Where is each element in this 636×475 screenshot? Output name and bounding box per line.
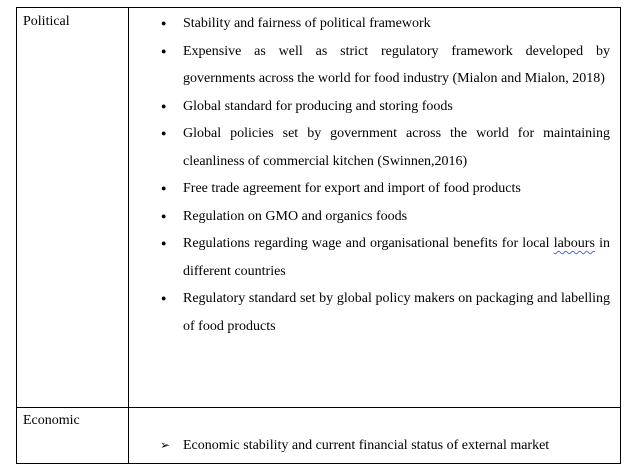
filled-circle-bullet-icon: ● (161, 183, 167, 193)
list-item (129, 175, 610, 203)
filled-circle-bullet-icon: ● (161, 18, 167, 28)
political-point-list (129, 8, 620, 340)
political-row (17, 8, 621, 408)
economic-factor-cell (17, 408, 129, 464)
spellcheck-flagged-word[interactable]: labours (553, 236, 595, 251)
list-item (129, 38, 610, 93)
political-factor-cell (17, 8, 129, 408)
point-text: Economic stability and current financial status of external market (183, 438, 550, 453)
political-points-cell (129, 8, 621, 408)
point-text: Regulation on GMO and organics foods (183, 208, 408, 224)
list-item (129, 432, 610, 460)
filled-circle-bullet-icon: ● (161, 238, 167, 248)
filled-circle-bullet-icon: ● (161, 210, 167, 221)
list-item (129, 285, 610, 340)
point-text: Stability and fairness of political framework (183, 16, 431, 31)
economic-point-list (129, 408, 620, 460)
filled-circle-bullet-icon: ● (161, 100, 167, 111)
economic-points-cell (129, 408, 621, 464)
pest-analysis-table (16, 7, 621, 464)
point-text (183, 236, 610, 279)
point-text-start: Regulations regarding wage and organisational benefits for local (183, 236, 554, 251)
list-item (129, 10, 610, 38)
point-text: Global standard for producing and storing foods (183, 98, 453, 114)
economic-row (17, 408, 621, 464)
point-text-end: in different countries (183, 236, 611, 279)
filled-circle-bullet-icon: ● (161, 45, 167, 56)
point-text: Expensive as well as strict regulatory framework developed by governments across the world for food industry (Mialon and Mialon, 2018) (183, 43, 610, 86)
list-item (129, 230, 610, 285)
list-item (129, 203, 610, 231)
arrow-bullet-icon: ➢ (160, 438, 171, 452)
political-label: Political (23, 14, 70, 29)
point-text: Regulatory standard set by global policy makers on packaging and labelling of food products (183, 291, 610, 334)
point-text: Free trade agreement for export and import of food products (183, 181, 521, 196)
filled-circle-bullet-icon: ● (161, 128, 167, 138)
list-item (129, 93, 610, 121)
economic-label: Economic (23, 413, 80, 428)
filled-circle-bullet-icon: ● (161, 293, 167, 303)
point-text: Global policies set by government across the world for maintaining cleanliness of commercial kitchen (Swinnen,2016) (183, 126, 610, 169)
list-item (129, 120, 610, 175)
